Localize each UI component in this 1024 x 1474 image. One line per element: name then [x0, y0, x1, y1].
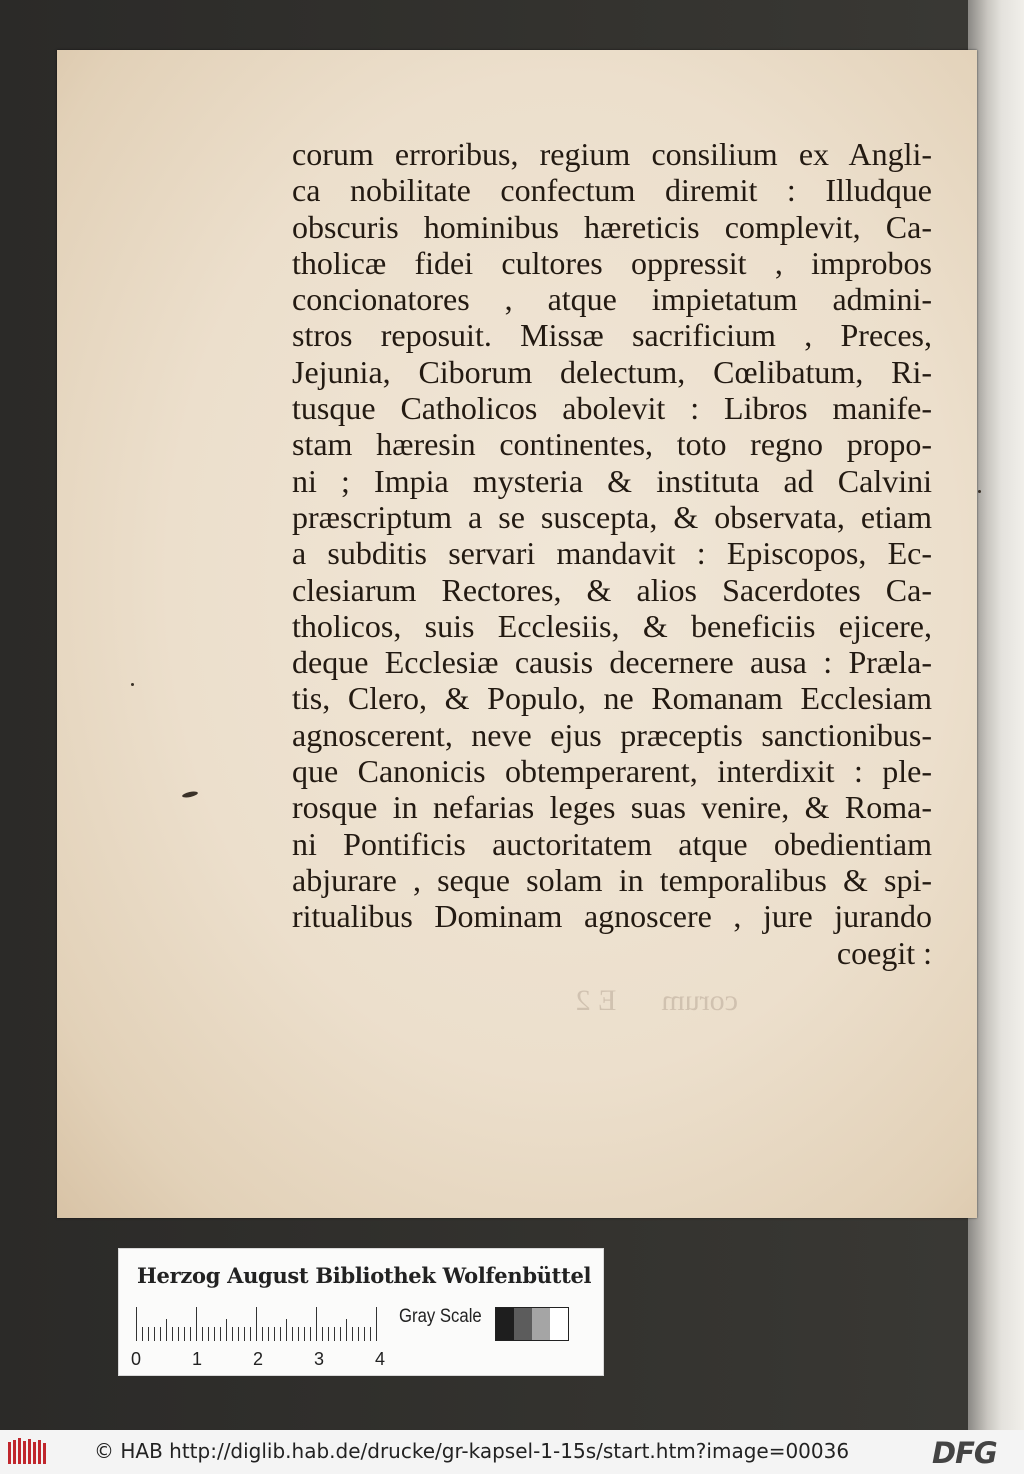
ruler-tick: [304, 1327, 305, 1341]
ruler-tick: [298, 1327, 299, 1341]
ruler-tick: [358, 1327, 359, 1341]
ruler-tick: [346, 1319, 347, 1341]
ruler-tick: [142, 1327, 143, 1341]
text-line: deque Ecclesiæ causis decernere ausa : Præla-: [292, 644, 932, 681]
ruler-tick: [238, 1327, 239, 1341]
text-line: que Canonicis obtemperarent, interdixit : ple-: [292, 753, 932, 790]
gray-swatch: [496, 1308, 514, 1340]
ruler-tick: [154, 1327, 155, 1341]
ruler-tick: [148, 1327, 149, 1341]
ruler-tick: [244, 1327, 245, 1341]
ruler-number: 4: [375, 1349, 386, 1369]
ruler-tick: [196, 1307, 197, 1341]
ruler-tick: [370, 1327, 371, 1341]
ruler-number: 3: [314, 1349, 325, 1369]
ruler-tick: [268, 1327, 269, 1341]
ruler-tick: [190, 1327, 191, 1341]
ruler-number: 2: [253, 1349, 264, 1369]
scale-ruler: [136, 1307, 382, 1341]
ruler-tick: [274, 1327, 275, 1341]
text-line: stam hæresin continentes, toto regno propo-: [292, 426, 932, 463]
ruler-tick: [172, 1327, 173, 1341]
library-calibration-card: [118, 1248, 604, 1376]
text-line: agnoscerent, neve ejus præceptis sanctionibus-: [292, 716, 932, 753]
ruler-tick: [226, 1319, 227, 1341]
text-line: concionatores , atque impietatum admini-: [292, 281, 932, 318]
ink-speck: [978, 490, 981, 493]
text-line: clesiarum Rectores, & alios Sacerdotes Ca-: [292, 571, 932, 608]
ruler-tick: [280, 1327, 281, 1341]
ruler-tick: [202, 1327, 203, 1341]
dfg-logo: DFG: [932, 1436, 997, 1470]
ruler-tick: [214, 1327, 215, 1341]
ruler-tick: [334, 1327, 335, 1341]
gray-scale-swatch: [495, 1307, 569, 1341]
text-line: a subditis servari mandavit : Episcopos, Ec-: [292, 535, 932, 572]
page-text-block: [292, 136, 932, 971]
ruler-tick: [310, 1327, 311, 1341]
footer-bar: [0, 1430, 1024, 1474]
library-name: Herzog August Bibliothek Wolfenbüttel: [137, 1263, 592, 1288]
ruler-tick: [316, 1307, 317, 1341]
text-line: tusque Catholicos abolevit : Libros manife-: [292, 390, 932, 427]
ruler-number: 0: [131, 1349, 142, 1369]
gray-swatch: [514, 1308, 532, 1340]
text-line: rosque in nefarias leges suas venire, & Roma-: [292, 789, 932, 826]
ruler-tick: [328, 1327, 329, 1341]
ruler-number: 1: [192, 1349, 203, 1369]
text-line: tis, Clero, & Populo, ne Romanam Ecclesiam: [292, 680, 932, 717]
text-line: obscuris hominibus hæreticis complevit, Ca-: [292, 208, 932, 245]
gray-scale-label: Gray Scale: [399, 1306, 482, 1327]
text-line: stros reposuit. Missæ sacrificium , Preces,: [292, 317, 932, 354]
text-line: Jejunia, Ciborum delectum, Cœlibatum, Ri-: [292, 353, 932, 390]
text-line: ca nobilitate confectum diremit : Illudque: [292, 172, 932, 209]
ruler-tick: [136, 1307, 137, 1341]
source-link[interactable]: © HAB http://diglib.hab.de/drucke/gr-kapsel-1-15s/start.htm?image=00036: [94, 1439, 850, 1463]
ruler-tick: [262, 1327, 263, 1341]
catchword: coegit :: [836, 934, 932, 971]
ruler-tick: [208, 1327, 209, 1341]
ruler-tick: [340, 1327, 341, 1341]
ink-speck: [131, 683, 134, 686]
ruler-tick: [250, 1327, 251, 1341]
ruler-tick: [364, 1327, 365, 1341]
text-line: præscriptum a se suscepta, & observata, etiam: [292, 498, 932, 535]
gray-swatch: [532, 1308, 550, 1340]
ruler-tick: [184, 1327, 185, 1341]
ruler-tick: [286, 1319, 287, 1341]
gray-swatch: [550, 1308, 568, 1340]
ruler-tick: [322, 1327, 323, 1341]
ruler-tick: [352, 1327, 353, 1341]
ruler-tick: [232, 1327, 233, 1341]
ruler-tick: [256, 1307, 257, 1341]
text-line: tholicæ fidei cultores oppressit , improbos: [292, 244, 932, 281]
ruler-tick: [220, 1327, 221, 1341]
text-line: abjurare , seque solam in temporalibus & spi-: [292, 861, 932, 898]
hab-logo-icon: [8, 1438, 48, 1466]
bleed-through-text: corum E 2: [575, 984, 738, 1017]
ruler-tick: [376, 1307, 377, 1341]
ruler-tick: [160, 1327, 161, 1341]
ruler-tick: [292, 1327, 293, 1341]
text-line: ni Pontificis auctoritatem atque obedientiam: [292, 825, 932, 862]
ruler-tick: [178, 1327, 179, 1341]
text-line: tholicos, suis Ecclesiis, & beneficiis ejicere,: [292, 607, 932, 644]
ruler-tick: [166, 1319, 167, 1341]
text-line: ni ; Impia mysteria & instituta ad Calvini: [292, 462, 932, 499]
text-line: corum erroribus, regium consilium ex Angli-: [292, 136, 932, 172]
text-line: ritualibus Dominam agnoscere , jure jurando: [292, 898, 932, 935]
